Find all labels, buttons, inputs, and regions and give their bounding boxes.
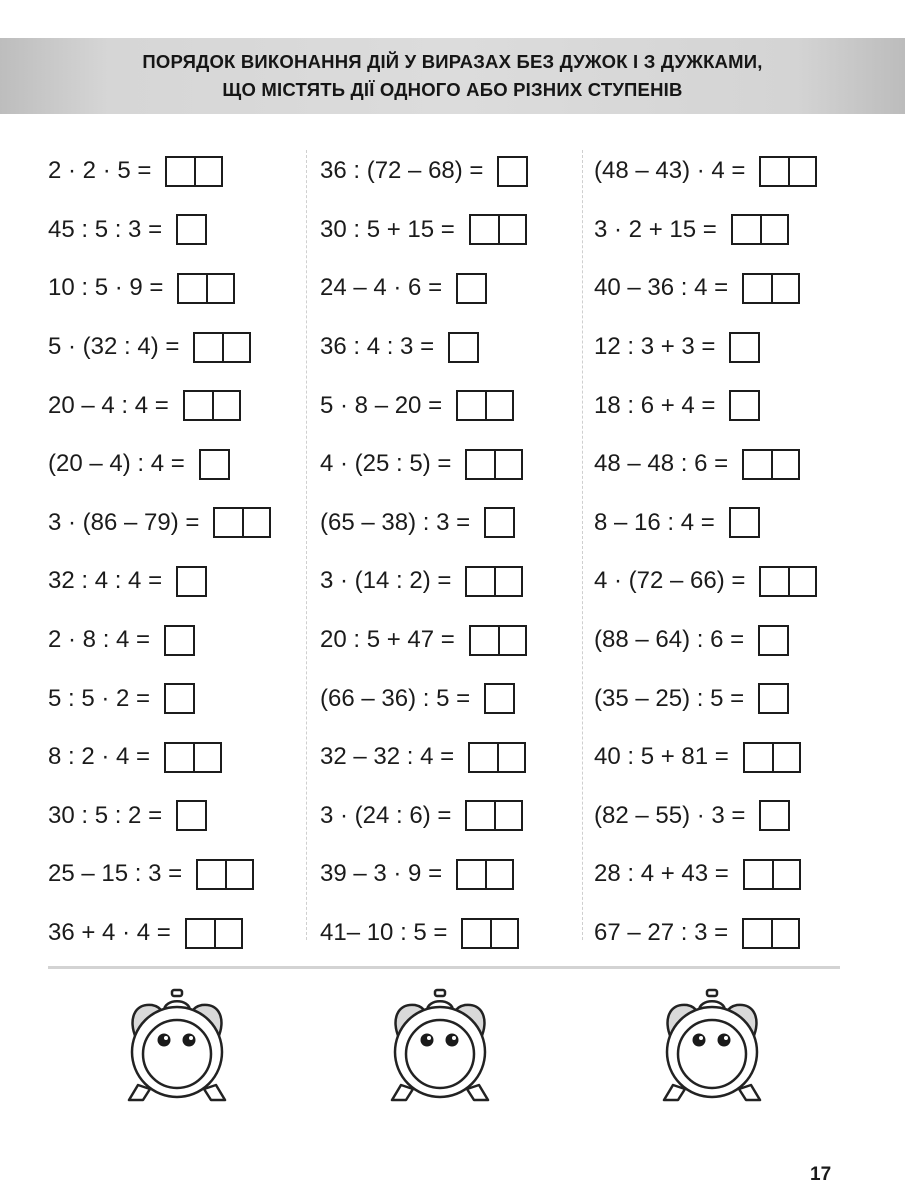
exercise-row [48, 376, 271, 435]
one-digit-answer-box[interactable] [729, 332, 760, 363]
answer-digit-cell[interactable] [458, 392, 485, 419]
exercise-row [320, 787, 528, 846]
answer-digit-cell[interactable] [731, 509, 758, 536]
one-digit-answer-box[interactable] [176, 214, 207, 245]
two-digit-answer-box[interactable] [465, 449, 523, 480]
answer-digit-cell[interactable] [485, 392, 512, 419]
expression: 20 – 4 : 4 = [48, 391, 169, 419]
exercise-row [48, 845, 271, 904]
answer-digit-cell[interactable] [771, 451, 798, 478]
answer-digit-cell[interactable] [225, 861, 252, 888]
answer-digit-cell[interactable] [467, 568, 494, 595]
answer-digit-cell[interactable] [178, 568, 205, 595]
answer-digit-cell[interactable] [178, 216, 205, 243]
expression: (65 – 38) : 3 = [320, 508, 471, 536]
answer-digit-cell[interactable] [733, 216, 760, 243]
answer-digit-cell[interactable] [167, 158, 194, 185]
expression: 48 – 48 : 6 = [594, 450, 729, 478]
one-digit-answer-box[interactable] [176, 800, 207, 831]
two-digit-answer-box[interactable] [165, 156, 223, 187]
expression: 4 · (25 : 5) = [320, 450, 452, 478]
exercise-row [594, 494, 817, 553]
two-digit-answer-box[interactable] [759, 156, 817, 187]
exercise-row [320, 611, 528, 670]
exercise-row [320, 904, 528, 963]
two-digit-answer-box[interactable] [731, 214, 789, 245]
answer-digit-cell[interactable] [215, 509, 242, 536]
exercise-row [320, 494, 528, 553]
answer-digit-cell[interactable] [761, 158, 788, 185]
two-digit-answer-box[interactable] [469, 625, 527, 656]
one-digit-answer-box[interactable] [497, 156, 528, 187]
exercise-row [594, 787, 817, 846]
answer-digit-cell[interactable] [772, 744, 799, 771]
exercise-row [48, 552, 271, 611]
one-digit-answer-box[interactable] [758, 683, 789, 714]
expression: 36 + 4 · 4 = [48, 919, 171, 947]
two-digit-answer-box[interactable] [193, 332, 251, 363]
answer-digit-cell[interactable] [731, 392, 758, 419]
answer-digit-cell[interactable] [470, 744, 497, 771]
expression: 18 : 6 + 4 = [594, 391, 716, 419]
two-digit-answer-box[interactable] [177, 273, 235, 304]
expression: (88 – 64) : 6 = [594, 626, 745, 654]
two-digit-answer-box[interactable] [183, 390, 241, 421]
expression: 5 · 8 – 20 = [320, 391, 443, 419]
title-line-2: ЩО МІСТЯТЬ ДІЇ ОДНОГО АБО РІЗНИХ СТУПЕНІВ [222, 79, 683, 100]
alarm-clock-icon [122, 985, 232, 1105]
expression: 40 : 5 + 81 = [594, 743, 729, 771]
exercise-row [48, 904, 271, 963]
one-digit-answer-box[interactable] [729, 390, 760, 421]
expression: 40 – 36 : 4 = [594, 274, 729, 302]
expression: (20 – 4) : 4 = [48, 450, 185, 478]
answer-digit-cell[interactable] [745, 861, 772, 888]
exercise-row [320, 376, 528, 435]
two-digit-answer-box[interactable] [465, 566, 523, 597]
answer-digit-cell[interactable] [760, 685, 787, 712]
answer-digit-cell[interactable] [471, 216, 498, 243]
exercise-row [48, 787, 271, 846]
one-digit-answer-box[interactable] [456, 273, 487, 304]
answer-digit-cell[interactable] [185, 392, 212, 419]
answer-digit-cell[interactable] [486, 509, 513, 536]
expression: 5 · (32 : 4) = [48, 333, 180, 361]
one-digit-answer-box[interactable] [758, 625, 789, 656]
page-number: 17 [810, 1164, 832, 1185]
expression: (66 – 36) : 5 = [320, 684, 471, 712]
answer-digit-cell[interactable] [179, 275, 206, 302]
answer-digit-cell[interactable] [788, 158, 815, 185]
one-digit-answer-box[interactable] [176, 566, 207, 597]
exercise-row [320, 552, 528, 611]
answer-digit-cell[interactable] [761, 568, 788, 595]
expression: 24 – 4 · 6 = [320, 274, 443, 302]
two-digit-answer-box[interactable] [461, 918, 519, 949]
one-digit-answer-box[interactable] [484, 507, 515, 538]
expression: 30 : 5 : 2 = [48, 801, 163, 829]
exercise-row [320, 435, 528, 494]
answer-digit-cell[interactable] [485, 861, 512, 888]
exercise-row [320, 845, 528, 904]
expression: 25 – 15 : 3 = [48, 860, 183, 888]
answer-digit-cell[interactable] [458, 275, 485, 302]
exercise-row [594, 611, 817, 670]
answer-digit-cell[interactable] [195, 334, 222, 361]
answer-digit-cell[interactable] [187, 920, 214, 947]
exercise-row [48, 669, 271, 728]
exercise-row [48, 201, 271, 260]
exercise-row [594, 552, 817, 611]
exercise-row [594, 376, 817, 435]
one-digit-answer-box[interactable] [164, 683, 195, 714]
answer-digit-cell[interactable] [771, 920, 798, 947]
answer-digit-cell[interactable] [193, 744, 220, 771]
exercise-row [594, 845, 817, 904]
expression: 45 : 5 : 3 = [48, 215, 163, 243]
column-separator [306, 150, 307, 940]
expression: 2 · 8 : 4 = [48, 626, 151, 654]
exercise-column-3 [594, 142, 817, 962]
answer-digit-cell[interactable] [788, 568, 815, 595]
answer-digit-cell[interactable] [771, 275, 798, 302]
answer-digit-cell[interactable] [471, 627, 498, 654]
expression: (82 – 55) · 3 = [594, 801, 746, 829]
two-digit-answer-box[interactable] [743, 742, 801, 773]
exercise-row [594, 259, 817, 318]
answer-digit-cell[interactable] [744, 451, 771, 478]
exercise-row [594, 435, 817, 494]
answer-digit-cell[interactable] [222, 334, 249, 361]
answer-digit-cell[interactable] [166, 685, 193, 712]
exercise-row [48, 611, 271, 670]
expression: 3 · (86 – 79) = [48, 508, 200, 536]
answer-digit-cell[interactable] [494, 568, 521, 595]
answer-digit-cell[interactable] [178, 802, 205, 829]
expression: 8 : 2 · 4 = [48, 743, 151, 771]
answer-digit-cell[interactable] [498, 216, 525, 243]
one-digit-answer-box[interactable] [484, 683, 515, 714]
one-digit-answer-box[interactable] [448, 332, 479, 363]
exercise-row [594, 318, 817, 377]
answer-digit-cell[interactable] [214, 920, 241, 947]
exercise-row [48, 142, 271, 201]
answer-digit-cell[interactable] [744, 920, 771, 947]
two-digit-answer-box[interactable] [468, 742, 526, 773]
expression: (35 – 25) : 5 = [594, 684, 745, 712]
answer-digit-cell[interactable] [166, 627, 193, 654]
answer-digit-cell[interactable] [760, 627, 787, 654]
two-digit-answer-box[interactable] [743, 859, 801, 890]
answer-digit-cell[interactable] [458, 861, 485, 888]
alarm-clock-icon [385, 985, 495, 1105]
expression: 39 – 3 · 9 = [320, 860, 443, 888]
exercise-row [594, 904, 817, 963]
exercise-row [594, 669, 817, 728]
exercise-row [320, 259, 528, 318]
two-digit-answer-box[interactable] [465, 800, 523, 831]
two-digit-answer-box[interactable] [469, 214, 527, 245]
answer-digit-cell[interactable] [467, 802, 494, 829]
answer-digit-cell[interactable] [212, 392, 239, 419]
expression: 32 : 4 : 4 = [48, 567, 163, 595]
answer-digit-cell[interactable] [206, 275, 233, 302]
exercise-row [320, 201, 528, 260]
answer-digit-cell[interactable] [242, 509, 269, 536]
answer-digit-cell[interactable] [494, 451, 521, 478]
expression: 3 · (14 : 2) = [320, 567, 452, 595]
two-digit-answer-box[interactable] [164, 742, 222, 773]
two-digit-answer-box[interactable] [196, 859, 254, 890]
exercise-row [594, 201, 817, 260]
two-digit-answer-box[interactable] [456, 859, 514, 890]
exercise-row [48, 435, 271, 494]
divider-line [48, 966, 840, 969]
exercise-row [594, 142, 817, 201]
answer-digit-cell[interactable] [772, 861, 799, 888]
exercise-row [48, 318, 271, 377]
answer-digit-cell[interactable] [467, 451, 494, 478]
expression: 3 · (24 : 6) = [320, 801, 452, 829]
answer-digit-cell[interactable] [201, 451, 228, 478]
answer-digit-cell[interactable] [198, 861, 225, 888]
answer-digit-cell[interactable] [494, 802, 521, 829]
answer-digit-cell[interactable] [450, 334, 477, 361]
exercise-column-2 [320, 142, 528, 962]
expression: 36 : (72 – 68) = [320, 157, 484, 185]
expression: 5 : 5 · 2 = [48, 684, 151, 712]
expression: 4 · (72 – 66) = [594, 567, 746, 595]
answer-digit-cell[interactable] [166, 744, 193, 771]
answer-digit-cell[interactable] [486, 685, 513, 712]
one-digit-answer-box[interactable] [729, 507, 760, 538]
expression: 3 · 2 + 15 = [594, 215, 717, 243]
two-digit-answer-box[interactable] [759, 566, 817, 597]
two-digit-answer-box[interactable] [742, 273, 800, 304]
exercise-row [594, 728, 817, 787]
exercise-row [320, 142, 528, 201]
exercise-row [320, 318, 528, 377]
exercise-column-1 [48, 142, 271, 962]
answer-digit-cell[interactable] [463, 920, 490, 947]
expression: (48 – 43) · 4 = [594, 157, 746, 185]
answer-digit-cell[interactable] [731, 334, 758, 361]
answer-digit-cell[interactable] [499, 158, 526, 185]
two-digit-answer-box[interactable] [456, 390, 514, 421]
expression: 2 · 2 · 5 = [48, 157, 152, 185]
answer-digit-cell[interactable] [490, 920, 517, 947]
exercise-row [48, 259, 271, 318]
answer-digit-cell[interactable] [744, 275, 771, 302]
exercise-row [320, 669, 528, 728]
answer-digit-cell[interactable] [761, 802, 788, 829]
expression: 41– 10 : 5 = [320, 919, 448, 947]
expression: 12 : 3 + 3 = [594, 333, 716, 361]
expression: 8 – 16 : 4 = [594, 508, 715, 536]
expression: 10 : 5 · 9 = [48, 274, 164, 302]
two-digit-answer-box[interactable] [213, 507, 271, 538]
expression: 28 : 4 + 43 = [594, 860, 729, 888]
one-digit-answer-box[interactable] [199, 449, 230, 480]
two-digit-answer-box[interactable] [742, 918, 800, 949]
answer-digit-cell[interactable] [497, 744, 524, 771]
exercise-row [48, 494, 271, 553]
exercise-row [48, 728, 271, 787]
answer-digit-cell[interactable] [498, 627, 525, 654]
expression: 30 : 5 + 15 = [320, 215, 455, 243]
expression: 36 : 4 : 3 = [320, 333, 435, 361]
answer-digit-cell[interactable] [745, 744, 772, 771]
title-line-1: ПОРЯДОК ВИКОНАННЯ ДІЙ У ВИРАЗАХ БЕЗ ДУЖОК І З ДУЖКАМИ, [142, 51, 763, 72]
answer-digit-cell[interactable] [194, 158, 221, 185]
two-digit-answer-box[interactable] [185, 918, 243, 949]
expression: 32 – 32 : 4 = [320, 743, 455, 771]
one-digit-answer-box[interactable] [759, 800, 790, 831]
expression: 20 : 5 + 47 = [320, 626, 455, 654]
alarm-clock-icon [657, 985, 767, 1105]
exercise-row [320, 728, 528, 787]
one-digit-answer-box[interactable] [164, 625, 195, 656]
answer-digit-cell[interactable] [760, 216, 787, 243]
column-separator [582, 150, 583, 940]
two-digit-answer-box[interactable] [742, 449, 800, 480]
title-banner [0, 38, 905, 114]
expression: 67 – 27 : 3 = [594, 919, 729, 947]
